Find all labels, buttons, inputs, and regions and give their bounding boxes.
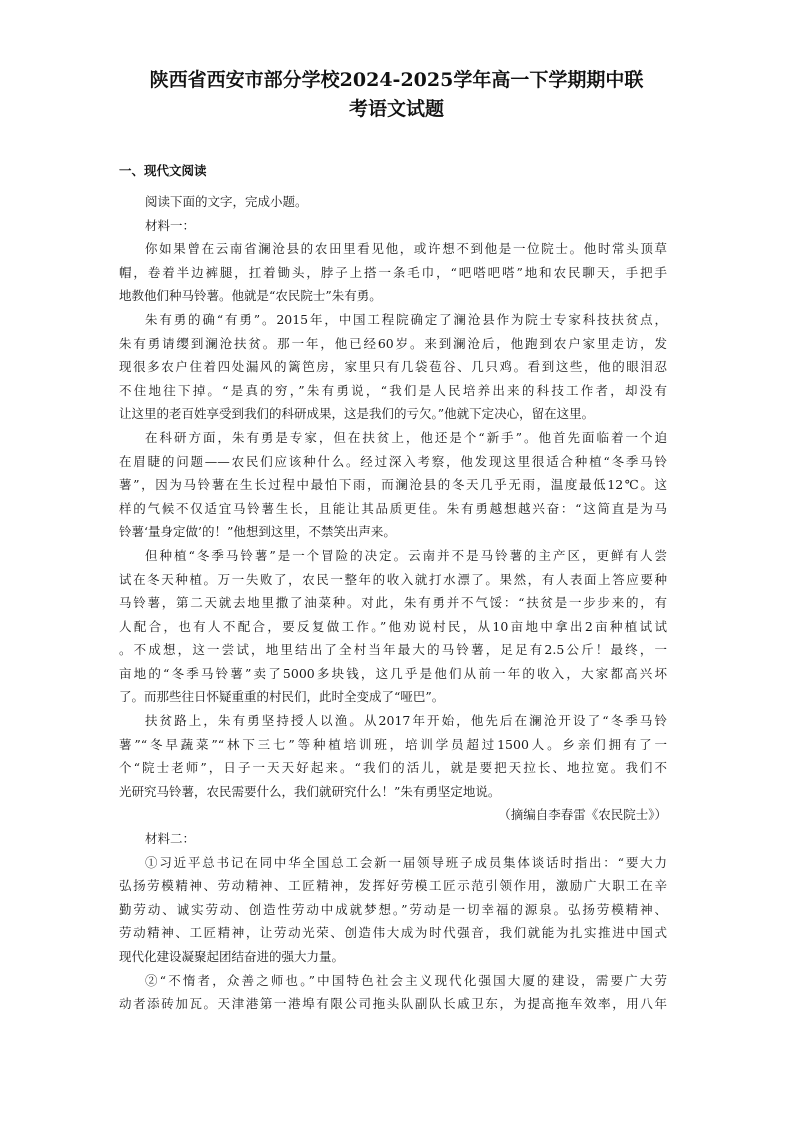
text-line: 马铃薯，第二天就去地里撒了油菜种。对此，朱有勇并不气馁：“扶贫是一步步来的，有: [119, 595, 667, 611]
text-line: 薯”，因为马铃薯在生长过程中最怕下雨，而澜沧县的冬天几乎无雨，温度最低12℃。这: [119, 477, 667, 493]
text-line: 人配合，也有人不配合，要反复做工作。”他劝说村民，从10亩地中拿出2亩种植试试: [119, 618, 667, 634]
text-line: 。不成想，这一尝试，地里结出了全村当年最大的马铃薯，足足有2.5公斤！最终，一: [119, 642, 667, 658]
text-line: 在眉睫的问题——农民们应该种什么。经过深入考察，他发现这里很适合种植“冬季马铃: [119, 453, 667, 469]
text-line: 地教他们种马铃薯。他就是“农民院士”朱有勇。: [119, 288, 382, 304]
text-line: 亩地的“冬季马铃薯”卖了5000多块钱，这几乎是他们从前一年的收入，大家都高兴坏: [119, 665, 667, 681]
text-line: 动者添砖加瓦。天津港第一港埠有限公司拖头队副队长戚卫东，为提高拖车效率，用八年: [119, 996, 667, 1012]
text-line: 现很多农户住着四处漏风的篱笆房，家里只有几袋苞谷、几只鸡。看到这些，他的眼泪忍: [119, 359, 667, 375]
text-line: 个“院士老师”，日子一天天好起来。“我们的活儿，就是要把天拉长、地拉宽。我们不: [119, 760, 667, 776]
title-line-2: 考语文试题: [348, 98, 444, 120]
title-line-1: 陕西省西安市部分学校2024-2025学年高一下学期期中联: [149, 69, 644, 91]
text-line: 扶贫路上，朱有勇坚持授人以渔。从2017年开始，他先后在澜沧开设了“冬季马铃: [145, 713, 667, 729]
text-line: 试在冬天种植。万一失败了，农民一整年的收入就打水漂了。果然，有人表面上答应要种: [119, 571, 667, 587]
material-label: 材料二：: [145, 831, 196, 847]
text-line: 铃薯‘量身定做’的！”他想到这里，不禁笑出声来。: [119, 524, 396, 540]
text-line: 你如果曾在云南省澜沧县的农田里看见他，或许想不到他是一位院士。他时常头顶草: [145, 241, 667, 257]
text-line: 朱有勇请缨到澜沧扶贫。那一年，他已经60岁。来到澜沧后，他跑到农户家里走访，发: [119, 335, 667, 351]
text-line: 但种植“冬季马铃薯”是一个冒险的决定。云南并不是马铃薯的主产区，更鲜有人尝: [145, 547, 667, 563]
instruction-line: 阅读下面的文字，完成小题。: [145, 194, 308, 209]
text-line: 朱有勇的确“有勇”。2015年，中国工程院确定了澜沧县作为院士专家科技扶贫点，: [145, 311, 667, 327]
material-label: 材料一：: [145, 217, 196, 233]
text-line: ①习近平总书记在同中华全国总工会新一届领导班子成员集体谈话时指出：“要大力: [145, 854, 667, 870]
page-title: [100, 66, 693, 124]
section-heading: 一、现代文阅读: [119, 163, 207, 178]
text-line: 弘扬劳模精神、劳动精神、工匠精神，发挥好劳模工匠示范引领作用，激励广大职工在辛: [119, 878, 667, 894]
text-line: 光研究马铃薯，农民需要什么，我们就研究什么！”朱有勇坚定地说。: [119, 783, 501, 799]
text-line: 现代化建设凝聚起团结奋进的强大力量。: [119, 949, 345, 964]
text-line: ②“不惰者，众善之师也。”中国特色社会主义现代化强国大厦的建设，需要广大劳: [145, 972, 667, 988]
text-line: 了。而那些往日怀疑重重的村民们，此时全变成了“哑巴”。: [119, 689, 445, 705]
source-citation: （摘编自李春雷《农民院士》）: [498, 807, 667, 823]
text-line: 不住地往下掉。“是真的穷，”朱有勇说，“我们是人民培养出来的科技工作者，却没有: [119, 382, 667, 398]
text-line: 劳动精神、工匠精神，让劳动光荣、创造伟大成为时代强音，我们就能为扎实推进中国式: [119, 925, 667, 941]
text-line: 薯”“冬早蔬菜”“林下三七”等种植培训班，培训学员超过1500人。乡亲们拥有了一: [119, 736, 667, 752]
text-line: 让这里的老百姓享受到我们的科研成果，这是我们的亏欠。”他就下定决心，留在这里。: [119, 406, 595, 422]
text-line: 样的气候不仅适宜马铃薯生长，且能让其品质更佳。朱有勇越想越兴奋：“这简直是为马: [119, 500, 667, 516]
text-line: 勤劳动、诚实劳动、创造性劳动中成就梦想。”劳动是一切幸福的源泉。弘扬劳模精神、: [119, 901, 667, 917]
text-line: 帽，卷着半边裤腿，扛着锄头，脖子上搭一条毛巾，“吧嗒吧嗒”地和农民聊天，手把手: [119, 264, 667, 280]
text-line: 在科研方面，朱有勇是专家，但在扶贫上，他还是个“新手”。他首先面临着一个迫: [145, 429, 667, 445]
reading-passage: [119, 190, 667, 1016]
